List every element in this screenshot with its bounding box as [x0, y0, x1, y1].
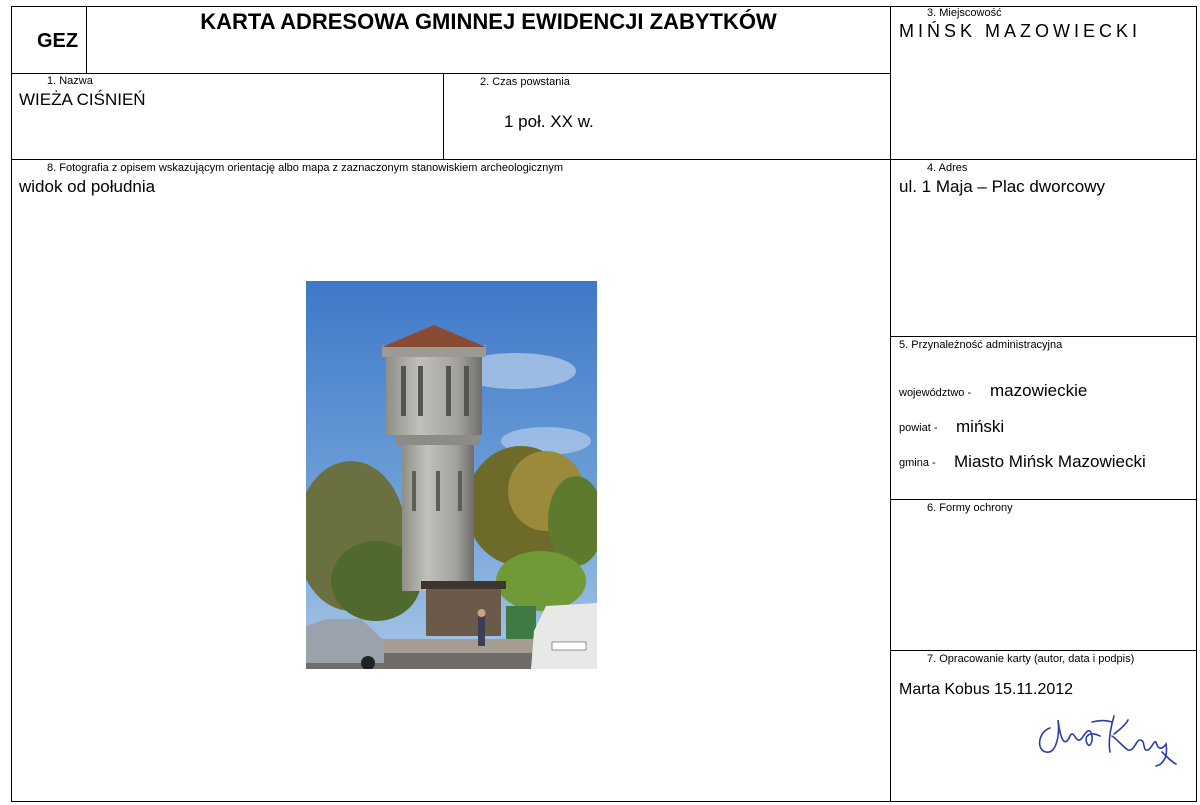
border-top — [11, 6, 1197, 7]
county-label: powiat - — [899, 422, 938, 434]
signature — [1030, 706, 1180, 771]
signature-stroke — [1109, 716, 1176, 766]
period-value: 1 poł. XX w. — [504, 112, 594, 131]
divider-name-period — [443, 73, 444, 160]
county-value: miński — [956, 417, 1005, 436]
border-left — [11, 6, 12, 802]
author-label: 7. Opracowanie karty (autor, data i podpis) — [927, 653, 1135, 665]
border-bottom — [11, 801, 1197, 802]
author-value: Marta Kobus 15.11.2012 — [899, 681, 1074, 698]
photo-window — [436, 471, 440, 511]
divider-row2 — [11, 159, 1197, 160]
photo-pedestrian-head — [478, 609, 486, 617]
divider-header — [11, 73, 890, 74]
photo-window — [401, 366, 406, 416]
photo-window — [412, 471, 416, 511]
commune-label: gmina - — [899, 457, 936, 469]
gez-code: GEZ — [37, 30, 79, 52]
photo-license-plate — [552, 642, 586, 650]
divider-address — [890, 336, 1197, 337]
locality-value: MIŃSK MAZOWIECKI — [899, 21, 1142, 41]
locality-label: 3. Miejscowość — [927, 7, 1002, 19]
border-right — [1196, 6, 1197, 802]
photo-caption: widok od południa — [19, 177, 156, 196]
photo-kiosk-roof — [421, 581, 506, 589]
photo-tree — [496, 551, 586, 611]
period-label: 2. Czas powstania — [480, 76, 570, 88]
photo-kiosk — [426, 586, 501, 636]
admin-label: 5. Przynależność administracyjna — [899, 339, 1063, 351]
voivodeship-label: województwo - — [899, 387, 972, 399]
photo-window — [418, 366, 423, 416]
name-value: WIEŻA CIŚNIEŃ — [19, 90, 146, 109]
divider-admin — [890, 499, 1197, 500]
voivodeship-value: mazowieckie — [990, 381, 1088, 400]
address-value: ul. 1 Maja – Plac dworcowy — [899, 177, 1105, 196]
photo-window — [464, 366, 469, 416]
page-title: KARTA ADRESOWA GMINNEJ EWIDENCJI ZABYTKÓW — [200, 9, 777, 34]
water-tower-photo — [306, 281, 597, 669]
photo-tower-shaft — [402, 441, 474, 591]
protection-label: 6. Formy ochrony — [927, 502, 1013, 514]
divider-right-column — [890, 6, 891, 802]
photo-label: 8. Fotografia z opisem wskazującym orientację albo mapa z zaznaczonym stanowiskiem archeologicznym — [47, 162, 564, 174]
address-label: 4. Adres — [927, 162, 968, 174]
commune-value: Miasto Mińsk Mazowiecki — [954, 452, 1146, 471]
name-label: 1. Nazwa — [47, 75, 93, 87]
photo-fence — [506, 606, 536, 641]
photo-window — [446, 366, 451, 416]
divider-protection — [890, 650, 1197, 651]
photo-window — [458, 471, 462, 511]
photo-pedestrian — [478, 616, 485, 646]
signature-stroke — [1040, 720, 1112, 752]
